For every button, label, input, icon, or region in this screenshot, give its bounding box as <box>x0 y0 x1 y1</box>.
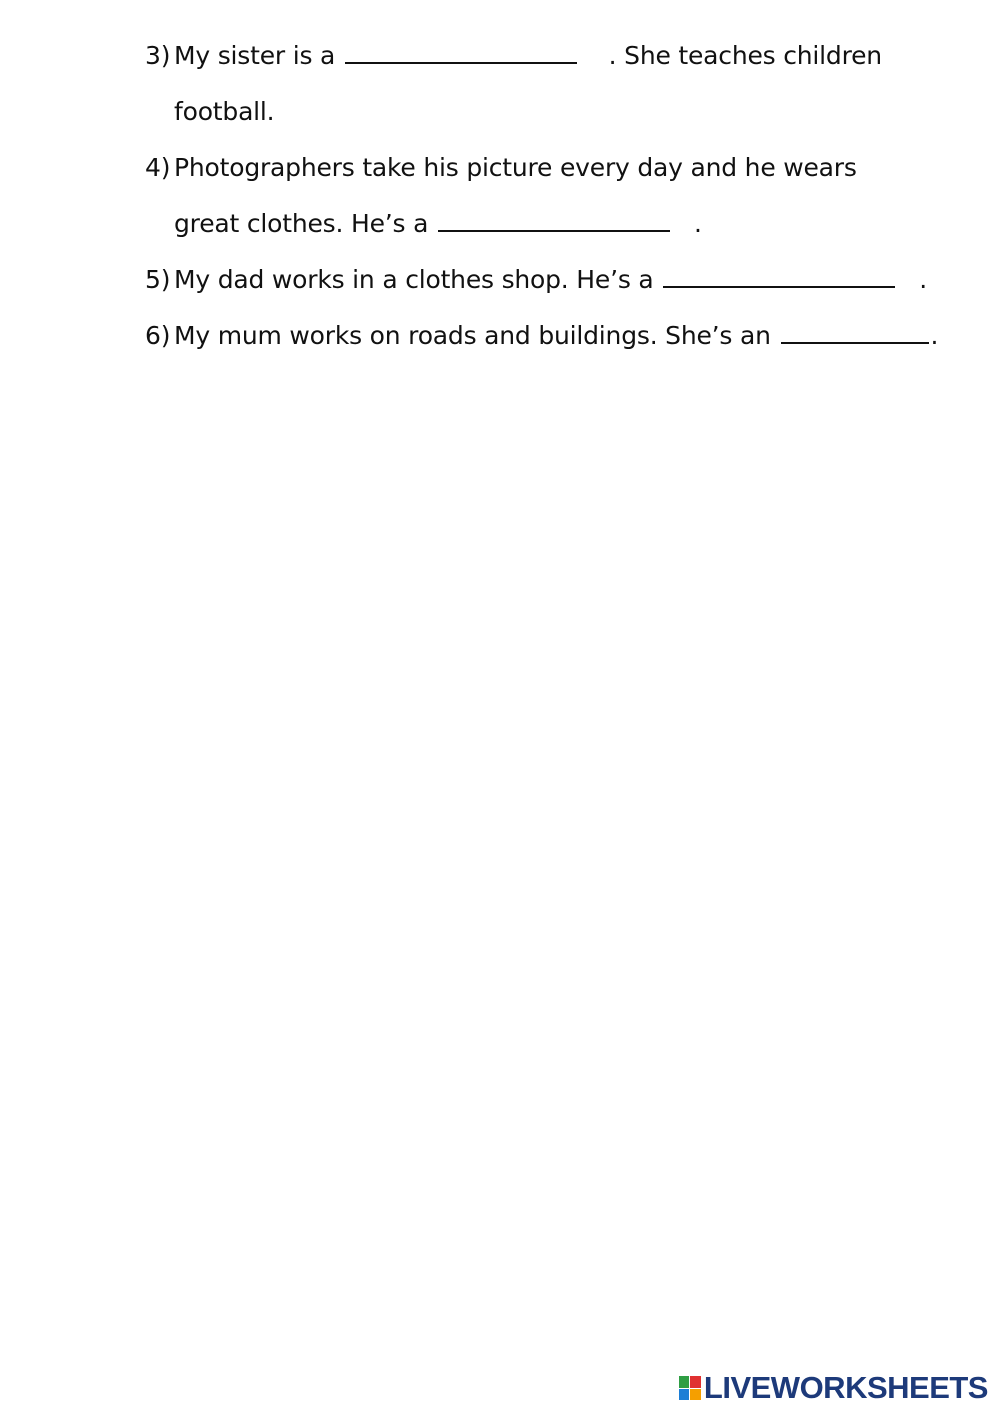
answer-blank-4[interactable] <box>438 208 670 232</box>
item-text: . She teaches children <box>600 41 882 70</box>
item-text: great clothes. He’s a <box>174 209 436 238</box>
item-text: My dad works in a clothes shop. He’s a <box>174 265 662 294</box>
brand-name: LIVEWORKSHEETS <box>703 1370 988 1405</box>
item-text: . <box>919 265 928 294</box>
item-text: . <box>693 209 702 238</box>
footer-brand[interactable] <box>679 1370 988 1406</box>
item-number: 3) <box>145 41 171 70</box>
item-text: football. <box>174 97 275 126</box>
item-5-line-1 <box>145 264 927 296</box>
liveworksheets-logo-icon <box>679 1376 701 1400</box>
item-3-line-2 <box>174 96 274 128</box>
item-4-line-2 <box>174 208 702 240</box>
item-number: 5) <box>145 265 171 294</box>
item-number: 4) <box>145 153 171 182</box>
item-number: 6) <box>145 321 171 350</box>
answer-blank-3[interactable] <box>345 40 577 64</box>
item-text: My sister is a <box>174 41 343 70</box>
answer-blank-6[interactable] <box>781 320 929 344</box>
item-text: My mum works on roads and buildings. She’s an <box>174 321 779 350</box>
item-3-line-1 <box>145 40 882 72</box>
answer-blank-5[interactable] <box>663 264 895 288</box>
item-4-line-1 <box>145 152 857 184</box>
item-text: . <box>930 321 939 350</box>
item-6-line-1 <box>145 320 938 352</box>
item-text: Photographers take his picture every day and he wears <box>174 153 857 182</box>
